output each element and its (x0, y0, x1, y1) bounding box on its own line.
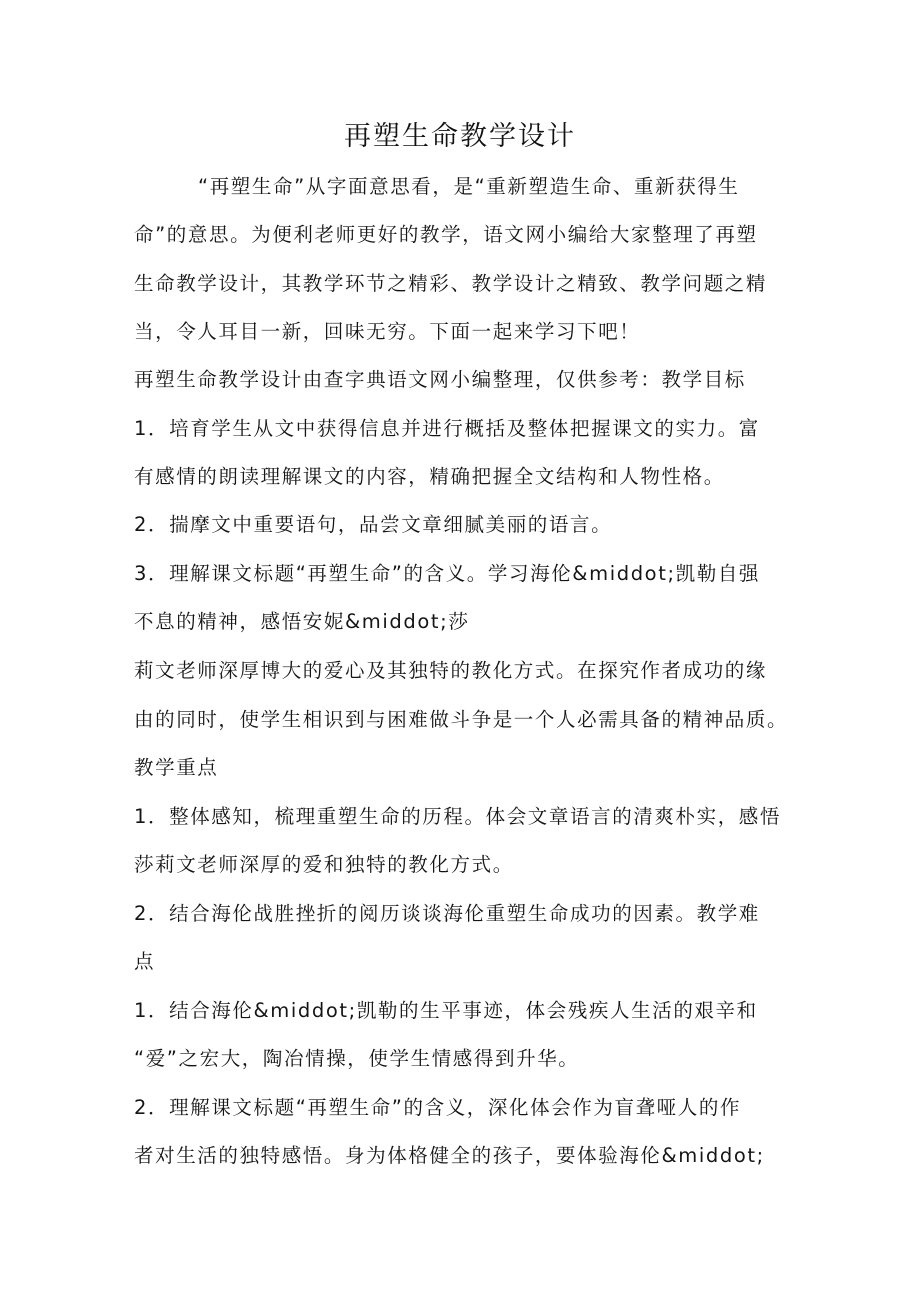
paragraph-line: 再塑生命教学设计由查字典语文网小编整理，仅供参考：教学目标 (134, 368, 746, 391)
paragraph-line: 2．结合海伦战胜挫折的阅历谈谈海伦重塑生命成功的因素。教学难 (134, 902, 760, 925)
paragraph-line: 3．理解课文标题“再塑生命”的含义。学习海伦&middot;凯勒自强 (134, 562, 761, 585)
paragraph-line: “爱”之宏大，陶冶情操，使学生情感得到升华。 (134, 1047, 580, 1070)
paragraph-line: “再塑生命”从字面意思看，是“重新塑造生命、重新获得生 (198, 175, 740, 198)
paragraph-line: 有感情的朗读理解课文的内容，精确把握全文结构和人物性格。 (134, 465, 725, 488)
document-title: 再塑生命教学设计 (344, 121, 576, 152)
section-heading: 教学重点 (134, 756, 219, 779)
paragraph-line: 莉文老师深厚博大的爱心及其独特的教化方式。在探究作者成功的缘 (134, 659, 768, 682)
paragraph-line: 生命教学设计，其教学环节之精彩、教学设计之精致、教学问题之精 (134, 272, 768, 295)
paragraph-line: 当，令人耳目一新，回味无穷。下面一起来学习下吧！ (134, 320, 641, 343)
paragraph-line: 不息的精神，感悟安妮&middot;莎 (134, 610, 470, 633)
paragraph-line: 2．理解课文标题“再塑生命”的含义，深化体会作为盲聋哑人的作 (134, 1096, 742, 1119)
paragraph-line: 由的同时，使学生相识到与困难做斗争是一个人必需具备的精神品质。 (134, 708, 789, 731)
paragraph-line: 1．培育学生从文中获得信息并进行概括及整体把握课文的实力。富 (134, 417, 760, 440)
paragraph-line: 命”的意思。为便利老师更好的教学，语文网小编给大家整理了再塑 (134, 223, 758, 246)
paragraph-line: 1．整体感知，梳理重塑生命的历程。体会文章语言的清爽朴实，感悟 (134, 805, 782, 828)
paragraph-line: 者对生活的独特感悟。身为体格健全的孩子，要体验海伦&middot; (134, 1144, 765, 1167)
paragraph-line: 点 (134, 950, 156, 973)
paragraph-line: 2．揣摩文中重要语句，品尝文章细腻美丽的语言。 (134, 513, 613, 536)
paragraph-line: 1．结合海伦&middot;凯勒的生平事迹，体会残疾人生活的艰辛和 (134, 999, 758, 1022)
paragraph-line: 莎莉文老师深厚的爱和独特的教化方式。 (134, 853, 514, 876)
